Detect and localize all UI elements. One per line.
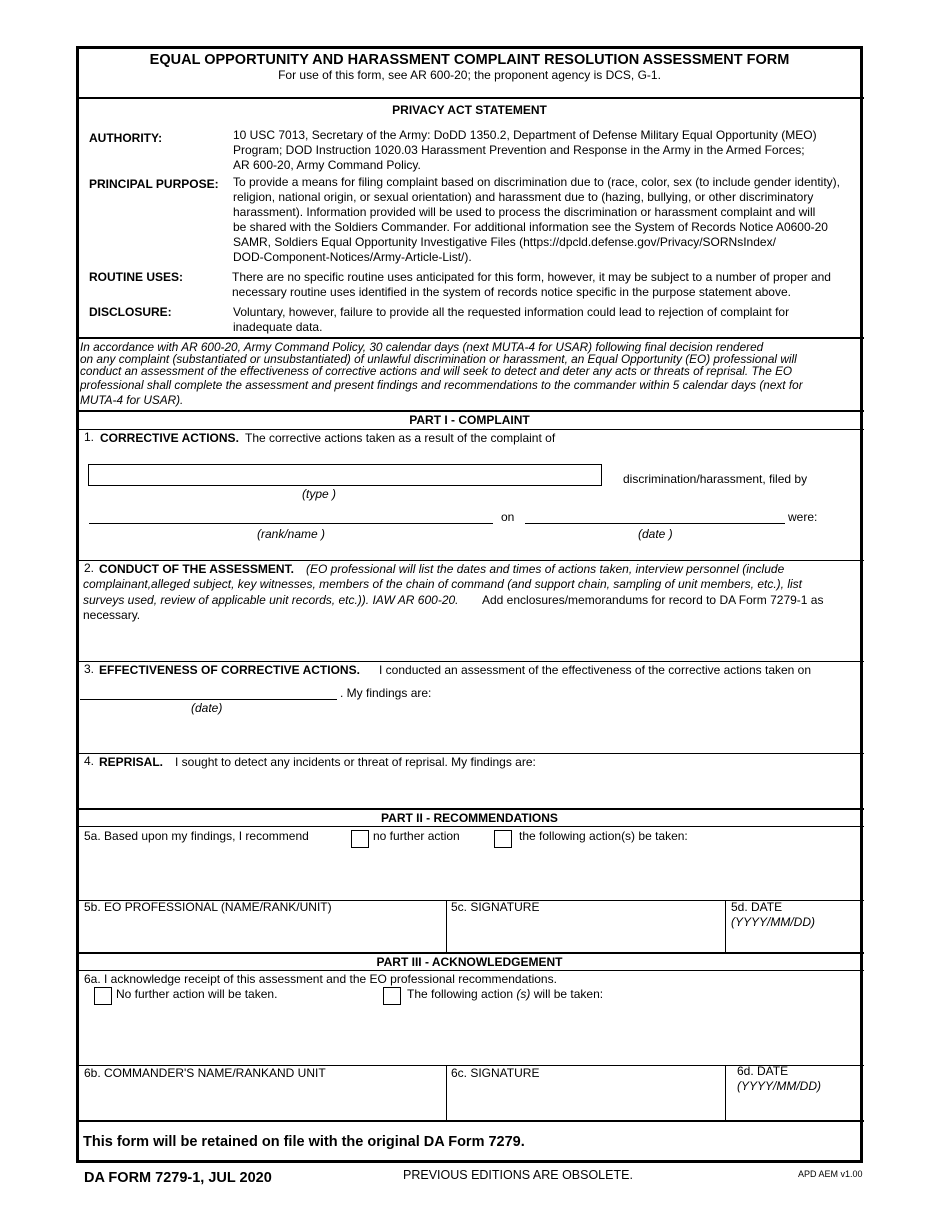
item2-text: surveys used, review of applicable unit records, etc.)). IAW AR 600-20. [83, 593, 459, 607]
item6b-label: 6b. COMMANDER'S NAME/RANKAND UNIT [84, 1066, 326, 1080]
retention-note: This form will be retained on file with the original DA Form 7279. [83, 1134, 525, 1150]
item5b-label: 5b. EO PROFESSIONAL (NAME/RANK/UNIT) [84, 900, 332, 914]
editions-note: PREVIOUS EDITIONS ARE OBSOLETE. [403, 1168, 633, 1182]
purpose-text: SAMR, Soldiers Equal Opportunity Investigative Files (https://dpcld.defense.gov/Privacy/SORNsIndex/ [233, 235, 776, 249]
routine-label: ROUTINE USES: [89, 270, 184, 284]
routine-text: necessary routine uses identified in the system of records notice specific in the purpose statement above. [232, 285, 791, 299]
date-caption: (date ) [638, 527, 673, 541]
item3-text: I conducted an assessment of the effectiveness of the corrective actions taken on [379, 663, 812, 677]
divider [725, 1065, 726, 1120]
item2-text: Add enclosures/memorandums for record to DA Form 7279-1 as [482, 593, 824, 607]
recommended-actions-field[interactable] [80, 852, 864, 896]
divider [446, 900, 447, 952]
purpose-text: be shared with the Soldiers Commander. For additional information see the System of Records Notice A0600-20 [233, 220, 828, 234]
item4-number: 4. [84, 754, 95, 768]
version-label: APD AEM v1.00 [798, 1169, 863, 1179]
item1-text: The corrective actions taken as a result of the complaint of [245, 431, 556, 445]
policy-text: conduct an assessment of the effectiveness of corrective actions and will seek to detect and deter any acts or threats of reprisal. The EO [80, 364, 793, 378]
divider [78, 970, 864, 971]
conduct-assessment-field[interactable] [80, 624, 864, 660]
policy-text: In accordance with AR 600-20, Army Command Policy, 30 calendar days (next MUTA-4 for USAR) following final decision rendered [80, 340, 764, 354]
item4-title: REPRISAL. [99, 755, 164, 769]
disclosure-text: Voluntary, however, failure to provide all the requested information could lead to rejection of complaint for [233, 305, 790, 319]
privacy-heading: PRIVACY ACT STATEMENT [392, 103, 547, 117]
item2-title: CONDUCT OF THE ASSESSMENT. [99, 562, 294, 576]
item1-number: 1. [84, 430, 95, 444]
divider [446, 1065, 447, 1120]
item2-text: (EO professional will list the dates and times of actions taken, interview personnel (include [306, 562, 785, 576]
authority-text: AR 600-20, Army Command Policy. [233, 158, 421, 172]
rank-name-caption: (rank/name ) [257, 527, 326, 541]
item3-date-caption: (date) [191, 701, 223, 715]
policy-text: MUTA-4 for USAR). [80, 393, 184, 407]
form-id: DA FORM 7279-1, JUL 2020 [84, 1170, 272, 1186]
divider [78, 429, 864, 430]
eo-signature-field[interactable] [450, 918, 724, 948]
form-subtitle: For use of this form, see AR 600-20; the proponent agency is DCS, G-1. [278, 68, 661, 82]
following-action-taken-checkbox[interactable] [383, 987, 401, 1005]
reprisal-findings-field[interactable] [80, 772, 864, 804]
no-further-action-label: no further action [373, 829, 460, 843]
item4-text: I sought to detect any incidents or threat of reprisal. My findings are: [175, 755, 536, 769]
no-further-action-taken-label: No further action will be taken. [116, 987, 278, 1001]
commander-date-field[interactable] [729, 1096, 863, 1116]
policy-text: on any complaint (substantiated or unsubstantiated) of unlawful discrimination or harassment, an Equal Opportunity (EO) professional will [80, 352, 797, 366]
divider [78, 808, 864, 810]
divider [78, 410, 864, 412]
purpose-text: religion, national origin, or sexual orientation) and harassment due to (hazing, bullying, or other discriminatory [233, 190, 814, 204]
purpose-text: DOD-Component-Notices/Army-Article-List/). [233, 250, 472, 264]
eo-date-field[interactable] [729, 931, 863, 949]
commander-name-field[interactable] [82, 1084, 446, 1116]
assessment-date-field[interactable] [80, 683, 337, 700]
divider [78, 952, 864, 954]
complaint-type-field[interactable] [88, 464, 602, 486]
policy-text: professional shall complete the assessment and present findings and recommendations to the commander within 5 calendar days (next for [80, 378, 803, 392]
on-label: on [501, 510, 515, 524]
part2-heading: PART II - RECOMMENDATIONS [381, 811, 558, 825]
disclosure-label: DISCLOSURE: [89, 305, 172, 319]
complaint-date-field[interactable] [525, 506, 785, 524]
divider [78, 826, 864, 827]
item2-text: complainant,alleged subject, key witnesses, members of the chain of command (and support chain, sampling of unit members, etc.), list [83, 577, 803, 591]
item5c-label: 5c. SIGNATURE [451, 900, 540, 914]
item3-findings-label: . My findings are: [340, 686, 432, 700]
type-caption: (type ) [302, 487, 337, 501]
item5a-label: 5a. Based upon my findings, I recommend [84, 829, 309, 843]
no-further-action-taken-checkbox[interactable] [94, 987, 112, 1005]
item6a-label: 6a. I acknowledge receipt of this assessment and the EO professional recommendations. [84, 972, 557, 986]
divider [78, 337, 864, 339]
purpose-label: PRINCIPAL PURPOSE: [89, 177, 219, 191]
divider [78, 97, 864, 99]
divider [78, 661, 864, 662]
item5d-label: 5d. DATE [731, 900, 783, 914]
item3-number: 3. [84, 662, 95, 676]
part3-heading: PART III - ACKNOWLEDGEMENT [376, 955, 563, 969]
authority-label: AUTHORITY: [89, 131, 163, 145]
effectiveness-findings-field[interactable] [340, 701, 864, 749]
acknowledged-actions-field[interactable] [80, 1008, 864, 1062]
no-further-action-checkbox[interactable] [351, 830, 369, 848]
filed-by-label: discrimination/harassment, filed by [623, 472, 808, 486]
purpose-text: harassment). Information provided will be used to process the discrimination or harassment complaint and will [233, 205, 816, 219]
divider [725, 900, 726, 952]
following-action-taken-label: The following action (s) will be taken: [407, 987, 604, 1001]
item2-number: 2. [84, 561, 95, 575]
divider [78, 560, 864, 561]
following-actions-label: the following action(s) be taken: [519, 829, 688, 843]
routine-text: There are no specific routine uses anticipated for this form, however, it may be subject to a number of proper and [232, 270, 831, 284]
form-title: EQUAL OPPORTUNITY AND HARASSMENT COMPLAINT RESOLUTION ASSESSMENT FORM [149, 52, 790, 68]
rank-name-field[interactable] [89, 506, 493, 524]
item6d-format: (YYYY/MM/DD) [737, 1079, 821, 1093]
part1-heading: PART I - COMPLAINT [409, 413, 530, 427]
disclosure-text: inadequate data. [233, 320, 323, 334]
item6c-label: 6c. SIGNATURE [451, 1066, 540, 1080]
divider [78, 1120, 864, 1122]
authority-text: Program; DOD Instruction 1020.03 Harassment Prevention and Response in the Army in the Armed Forces; [233, 143, 805, 157]
item3-title: EFFECTIVENESS OF CORRECTIVE ACTIONS. [99, 663, 360, 677]
purpose-text: To provide a means for filing complaint based on discrimination due to (race, color, sex (to include gender identity), [233, 175, 840, 189]
authority-text: 10 USC 7013, Secretary of the Army: DoDD 1350.2, Department of Defense Military Equal Opportunity (MEO) [233, 128, 817, 142]
were-label: were: [788, 510, 818, 524]
item5d-format: (YYYY/MM/DD) [731, 915, 815, 929]
commander-signature-field[interactable] [450, 1084, 724, 1116]
divider [78, 753, 864, 754]
item1-title: CORRECTIVE ACTIONS. [100, 431, 239, 445]
eo-professional-field[interactable] [82, 918, 446, 948]
item6d-label: 6d. DATE [737, 1064, 789, 1078]
item2-text: necessary. [83, 608, 141, 622]
following-actions-checkbox[interactable] [494, 830, 512, 848]
